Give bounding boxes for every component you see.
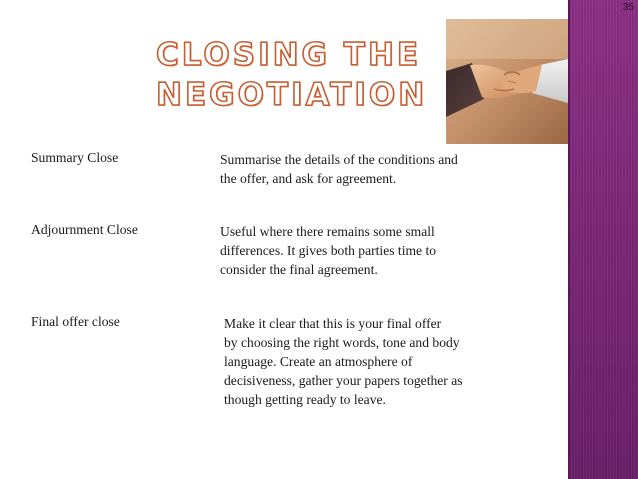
description-line: though getting ready to leave. (224, 392, 386, 407)
description-line: consider the final agreement. (220, 262, 378, 277)
description-line: language. Create an atmosphere of (224, 354, 413, 369)
slide-title-line-2: NEGOTIATION (156, 77, 428, 113)
description-adjournment-close (220, 222, 436, 279)
description-summary-close (220, 150, 458, 188)
description-line: Make it clear that this is your final offer (224, 316, 442, 331)
handshake-illustration (446, 19, 568, 144)
description-line: decisiveness, gather your papers together as (224, 373, 463, 388)
handshake-photo (446, 19, 568, 144)
slide-number: 35 (622, 2, 634, 13)
side-decoration-strip (568, 0, 638, 479)
term-summary-close: Summary Close (31, 150, 119, 165)
slide-title-line-1: CLOSING THE (156, 37, 422, 73)
term-final-offer-close: Final offer close (31, 314, 120, 329)
description-line: the offer, and ask for agreement. (220, 171, 397, 186)
strip-edge-line (568, 0, 570, 479)
description-line: Useful where there remains some small (220, 224, 435, 239)
description-line: Summarise the details of the conditions and (220, 152, 458, 167)
description-line: differences. It gives both parties time to (220, 243, 437, 258)
description-line: by choosing the right words, tone and body (224, 335, 460, 350)
term-adjournment-close: Adjournment Close (31, 222, 138, 237)
description-final-offer-close (224, 314, 463, 409)
